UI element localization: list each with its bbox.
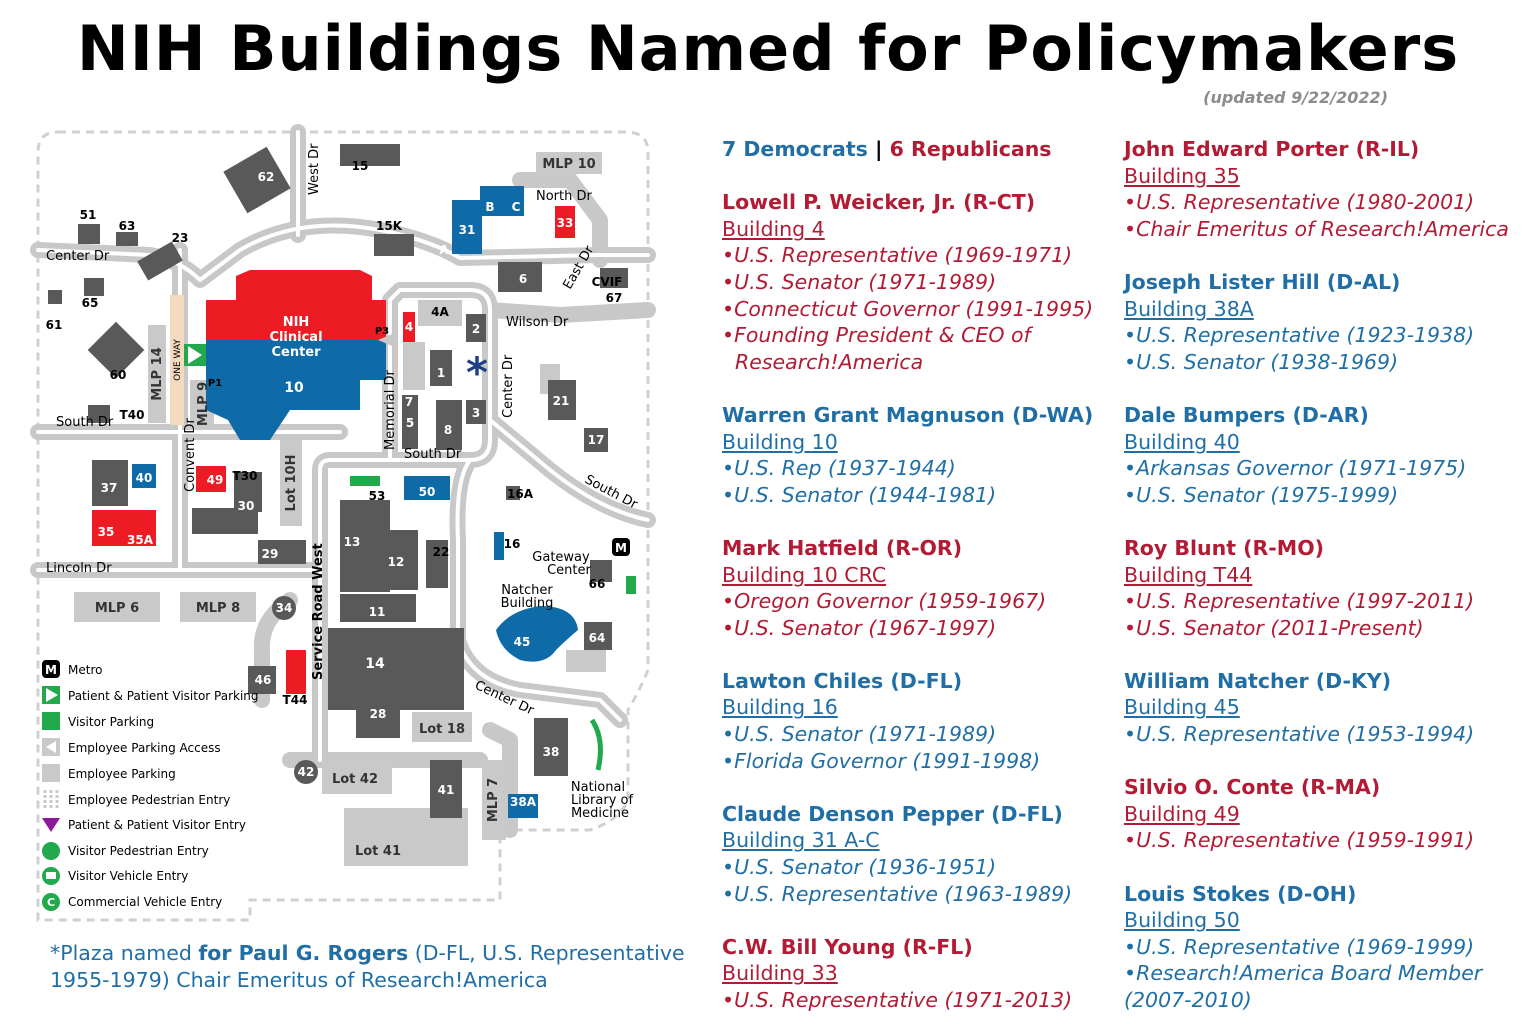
building-17: 17 [587, 433, 605, 447]
lot10h-label: Lot 10H [284, 454, 299, 512]
street-south-dr-w: South Dr [56, 415, 114, 430]
street-center-dr-nw: Center Dr [46, 249, 110, 264]
building-31a: A [439, 243, 449, 257]
building-6: 6 [518, 272, 528, 286]
building-t30: T30 [232, 469, 258, 483]
policymaker-name: John Edward Porter (R-IL) [1124, 137, 1420, 161]
role-line: •U.S. Senator (1975-1999) [1124, 482, 1399, 507]
building-65: 65 [81, 296, 99, 310]
building-8: 8 [443, 423, 453, 437]
role-line: •U.S. Senator (1967-1997) [722, 615, 997, 640]
street-center-dr-s: Center Dr [472, 678, 536, 719]
policymaker-name: Louis Stokes (D-OH) [1124, 881, 1357, 906]
nlm-label-2: Library of [570, 793, 634, 808]
plaza-marker-icon: * [466, 348, 488, 397]
role-line: •U.S. Representative (1971-2013) [722, 988, 1073, 1012]
building-31b: B [485, 200, 495, 214]
role-line: •Florida Governor (1991-1998) [722, 748, 1041, 773]
role-line: •U.S. Senator (1971-1989) [722, 269, 997, 294]
building-29ba: 29B-A [193, 541, 235, 555]
street-east-dr: East Dr [560, 243, 598, 292]
building-12: 12 [387, 555, 405, 569]
policymaker-name: C.W. Bill Young (R-FL) [722, 934, 973, 959]
natcher-label-2: Building [500, 596, 554, 611]
building-40: 40 [135, 471, 153, 485]
party-tally [722, 136, 1093, 163]
role-line: •U.S. Rep (1937-1944) [722, 456, 956, 481]
building-21: 21 [552, 394, 570, 408]
policymaker-name: Joseph Lister Hill (D-AL) [1124, 269, 1401, 294]
footnote-rest: (D-FL, U.S. Representative [408, 941, 685, 965]
map-legend [42, 660, 60, 911]
building-link[interactable]: Building 33 [722, 961, 838, 986]
policymaker-name: Claude Denson Pepper (D-FL) [722, 801, 1063, 826]
footnote-honoree: for Paul G. Rogers [198, 941, 409, 965]
building-link[interactable]: Building 49 [1124, 801, 1240, 826]
legend-label: Employee Pedestrian Entry [68, 793, 231, 807]
building-link[interactable]: Building 45 [1124, 695, 1240, 720]
building-link[interactable]: Building 38A [1124, 296, 1254, 321]
building-link[interactable]: Building 10 CRC [722, 562, 887, 587]
building-53: 53 [368, 489, 386, 503]
svg-text:M: M [45, 663, 57, 677]
building-60: 60 [109, 368, 127, 382]
building-50: 50 [418, 485, 436, 499]
role-line: •Research!America Board Member [1124, 961, 1483, 986]
building-61: 61 [45, 318, 63, 332]
role-line: •U.S. Representative (1969-1971) [722, 243, 1073, 268]
tally-separator: | [867, 137, 890, 161]
policymakers-column-right [1124, 136, 1509, 1014]
building-3: 3 [471, 406, 481, 420]
building-link[interactable]: Building 16 [722, 695, 838, 720]
building-45: 45 [513, 635, 531, 649]
building-35: 35 [97, 525, 115, 539]
policymaker-name: Mark Hatfield (R-OR) [722, 535, 963, 560]
building-29: 29 [261, 547, 279, 561]
building-64: 64 [588, 631, 606, 645]
street-lincoln-dr: Lincoln Dr [46, 561, 112, 576]
building-link[interactable]: Building 31 A-C [722, 828, 880, 853]
building-41: 41 [437, 783, 455, 797]
street-center-dr-e: Center Dr [501, 354, 516, 418]
footnote-line-2: 1955-1979) Chair Emeritus of Research!America [50, 968, 548, 992]
role-line: •U.S. Senator (1936-1951) [722, 855, 997, 880]
policymaker-name: Warren Grant Magnuson (D-WA) [722, 402, 1094, 427]
policymaker-name: Lowell P. Weicker, Jr. (R-CT) [722, 190, 1036, 215]
legend-label: Visitor Vehicle Entry [68, 869, 189, 883]
building-10: 10 [284, 380, 304, 396]
mlp14-label: MLP 14 [150, 347, 165, 401]
building-4a: 4A [431, 305, 449, 319]
building-2: 2 [471, 322, 481, 336]
building-31: 31 [458, 223, 476, 237]
street-service-road: Service Road West [311, 543, 326, 680]
building-30: 30 [237, 499, 255, 513]
natcher-label-1: Natcher [501, 583, 553, 598]
p1-label: P1 [207, 378, 223, 389]
role-line: •U.S. Senator (1971-1989) [722, 722, 997, 747]
building-link[interactable]: Building 50 [1124, 908, 1240, 933]
building-t44: T44 [282, 693, 308, 707]
campus-map [20, 122, 660, 922]
role-line: •U.S. Representative (1953-1994) [1124, 722, 1475, 747]
legend-label: Visitor Parking [68, 715, 155, 729]
role-line: •U.S. Senator (1944-1981) [722, 482, 997, 507]
lot42-label: Lot 42 [331, 772, 379, 787]
role-line: •Oregon Governor (1959-1967) [722, 589, 1047, 614]
legend-label: Visitor Pedestrian Entry [68, 844, 209, 858]
street-north-dr: North Dr [536, 189, 592, 204]
footnote-prefix: *Plaza named [50, 941, 199, 965]
building-38a: 38A [510, 795, 536, 809]
building-16a: 16A [507, 487, 533, 501]
legend-label: Employee Parking Access [68, 741, 221, 755]
building-66: 66 [588, 577, 606, 591]
nlm-label-3: Medicine [570, 806, 630, 821]
p3-label: P3 [374, 326, 390, 337]
role-line: •U.S. Representative (1969-1999) [1124, 934, 1475, 959]
legend-label: Metro [68, 663, 103, 677]
building-49: 49 [206, 473, 224, 487]
mlp9-label: MLP 9 [196, 381, 211, 427]
building-7: 7 [404, 395, 414, 409]
building-37: 37 [100, 481, 118, 495]
building-31c: C [511, 200, 521, 214]
building-62: 62 [257, 170, 275, 184]
policymakers-column-left [722, 136, 1093, 1014]
mlp6-label: MLP 6 [94, 601, 140, 616]
building-link[interactable]: Building 35 [1124, 163, 1240, 188]
role-line: •U.S. Representative (1959-1991) [1124, 828, 1475, 853]
clinical-center-label-1: NIH [282, 315, 310, 330]
building-63: 63 [118, 219, 136, 233]
role-line: •U.S. Senator (1938-1969) [1124, 349, 1399, 374]
policymaker-name: Silvio O. Conte (R-MA) [1124, 775, 1381, 800]
role-line: •U.S. Senator (2011-Present) [1124, 615, 1424, 640]
street-memorial-dr: Memorial Dr [383, 370, 398, 450]
mlp8-label: MLP 8 [195, 601, 241, 616]
building-23: 23 [171, 231, 189, 245]
role-line: •Chair Emeritus of Research!America [1124, 216, 1509, 241]
lot18-label: Lot 18 [418, 722, 466, 737]
building-14: 14 [365, 656, 385, 672]
street-south-dr-c: South Dr [404, 447, 462, 462]
building-67: 67 [605, 291, 623, 305]
building-33: 33 [556, 216, 574, 230]
legend-label: Commercial Vehicle Entry [68, 895, 223, 909]
policymaker-name: William Natcher (D-KY) [1124, 668, 1392, 693]
street-south-dr-e: South Dr [582, 472, 640, 513]
policymaker-name: Dale Bumpers (D-AR) [1124, 402, 1369, 427]
building-4: 4 [404, 320, 414, 334]
street-convent-dr: Convent Dr [183, 418, 198, 492]
building-42: 42 [297, 765, 315, 779]
building-t40: T40 [119, 408, 145, 422]
building-15: 15 [351, 159, 369, 173]
building-34: 34 [275, 601, 293, 615]
building-cvif: CVIF [591, 275, 623, 289]
role-line: •U.S. Representative (1963-1989) [722, 881, 1073, 906]
nlm-label-1: National [570, 780, 626, 795]
page-title: NIH Buildings Named for Policymakers [76, 12, 1460, 85]
lot41-label: Lot 41 [354, 844, 402, 859]
role-line: (2007-2010) [1124, 988, 1252, 1012]
role-line: •Connecticut Governor (1991-1995) [722, 296, 1094, 321]
role-line: •U.S. Representative (1923-1938) [1124, 323, 1475, 348]
policymaker-name: Lawton Chiles (D-FL) [722, 668, 963, 693]
building-11: 11 [368, 605, 386, 619]
building-16: 16 [503, 537, 521, 551]
one-way-label: ONE WAY [173, 339, 183, 381]
legend-label: Patient & Patient Visitor Entry [68, 818, 246, 832]
building-15k: 15K [376, 219, 402, 233]
footnote-line-1 [50, 940, 685, 967]
gateway-label-2: Center [547, 563, 591, 578]
legend-label: Patient & Patient Visitor Parking [68, 689, 259, 703]
building-link[interactable]: Building 40 [1124, 429, 1240, 454]
building-51: 51 [79, 208, 97, 222]
building-38: 38 [542, 745, 560, 759]
building-13: 13 [343, 535, 361, 549]
building-5: 5 [405, 416, 415, 430]
updated-date: (updated 9/22/2022) [1203, 88, 1388, 107]
building-link[interactable]: Building T44 [1124, 562, 1253, 587]
legend-label: Employee Parking [68, 767, 176, 781]
building-35a: 35A [127, 533, 153, 547]
building-22: 22 [432, 545, 450, 559]
street-west-dr: West Dr [307, 143, 322, 195]
role-line: Research!America [735, 349, 924, 374]
role-line: •U.S. Representative (1980-2001) [1124, 190, 1475, 215]
role-line: •U.S. Representative (1997-2011) [1124, 589, 1475, 614]
role-line: •Arkansas Governor (1971-1975) [1124, 456, 1467, 481]
building-28: 28 [369, 707, 387, 721]
policymaker-name: Roy Blunt (R-MO) [1124, 535, 1325, 560]
mlp7-label: MLP 7 [486, 777, 501, 823]
building-link[interactable]: Building 4 [722, 216, 825, 241]
plaza-footnote [50, 940, 685, 994]
mlp10-label: MLP 10 [542, 157, 596, 172]
democrats-count: 7 Democrats [722, 137, 868, 161]
svg-text:C: C [46, 896, 56, 909]
metro-icon: M [615, 541, 627, 555]
street-wilson-dr: Wilson Dr [506, 315, 569, 330]
building-46: 46 [254, 673, 272, 687]
republicans-count: 6 Republicans [889, 137, 1052, 161]
clinical-center-label-3: Center [271, 345, 321, 360]
clinical-center-label-2: Clinical [269, 330, 323, 345]
building-1: 1 [436, 366, 446, 380]
building-link[interactable]: Building 10 [722, 429, 838, 454]
gateway-label-1: Gateway [532, 550, 590, 565]
role-line: •Founding President & CEO of [722, 323, 1031, 348]
